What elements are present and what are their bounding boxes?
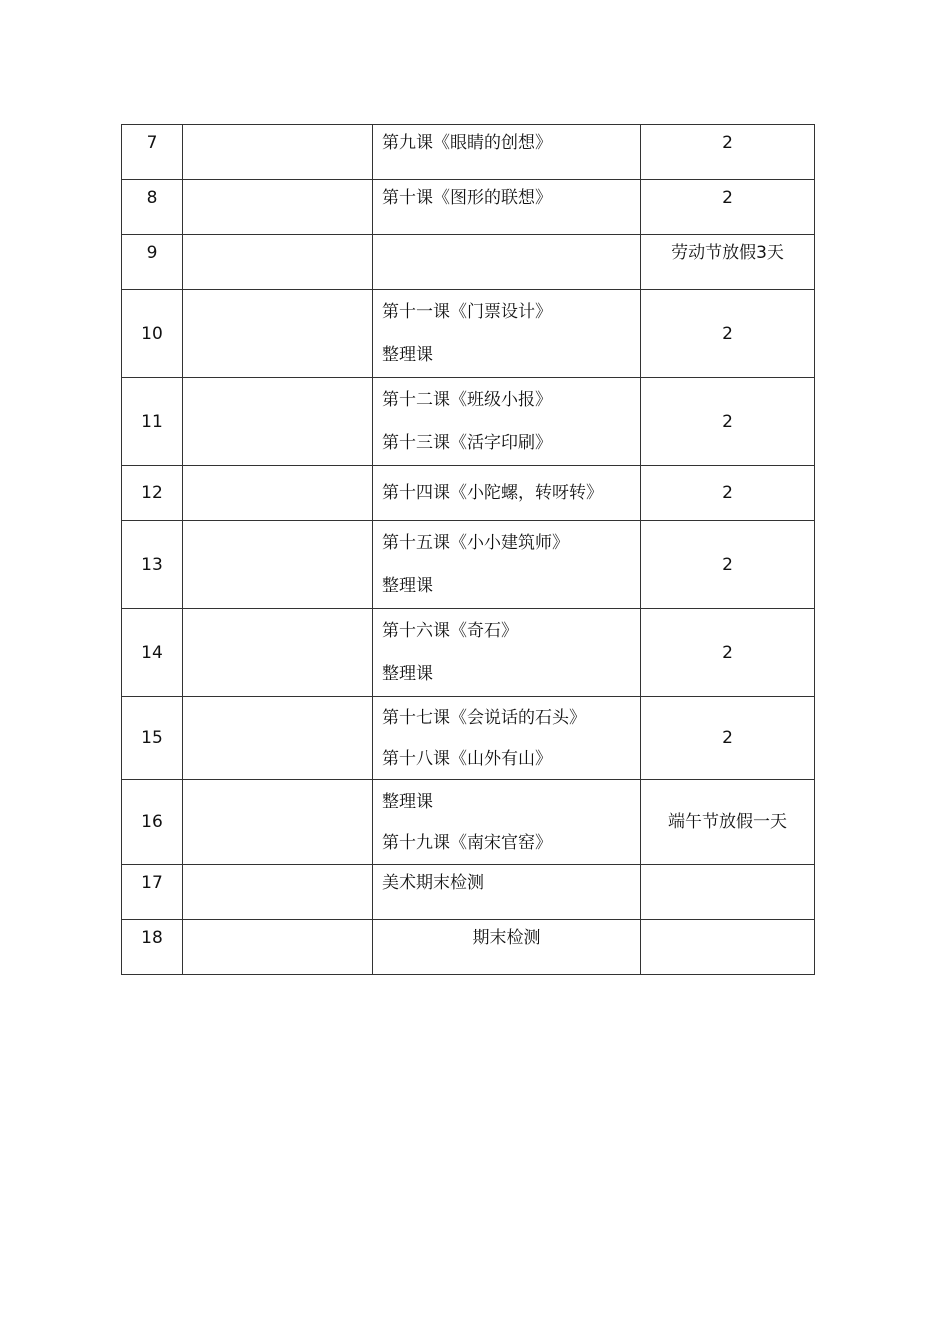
schedule-table	[121, 124, 815, 975]
hours-cell: 2	[641, 697, 815, 780]
week-cell: 9	[122, 235, 183, 290]
table-row	[122, 780, 815, 865]
content-line: 第十二课《班级小报》	[382, 390, 552, 410]
content-cell	[373, 865, 641, 920]
table-row	[122, 521, 815, 609]
blank-cell	[183, 125, 373, 180]
week-cell: 7	[122, 125, 183, 180]
content-cell	[373, 609, 641, 697]
hours-cell: 2	[641, 290, 815, 378]
content-line: 整理课	[382, 576, 433, 596]
week-cell: 18	[122, 920, 183, 975]
week-cell: 8	[122, 180, 183, 235]
hours-cell: 2	[641, 609, 815, 697]
content-cell	[373, 780, 641, 865]
content-line: 第十一课《门票设计》	[382, 302, 552, 322]
table-row	[122, 125, 815, 180]
content-line: 整理课	[382, 345, 433, 365]
hours-cell: 2	[641, 466, 815, 521]
table-row	[122, 609, 815, 697]
blank-cell	[183, 697, 373, 780]
blank-cell	[183, 378, 373, 466]
week-cell: 14	[122, 609, 183, 697]
blank-cell	[183, 920, 373, 975]
content-cell	[373, 697, 641, 780]
blank-cell	[183, 235, 373, 290]
content-line: 第十七课《会说话的石头》	[382, 707, 586, 728]
blank-cell	[183, 180, 373, 235]
content-cell	[373, 180, 641, 235]
content-cell	[373, 521, 641, 609]
week-cell: 13	[122, 521, 183, 609]
week-cell: 17	[122, 865, 183, 920]
week-cell: 16	[122, 780, 183, 865]
week-cell: 15	[122, 697, 183, 780]
content-line: 期末检测	[472, 928, 541, 948]
hours-cell: 2	[641, 180, 815, 235]
week-cell: 11	[122, 378, 183, 466]
hours-cell	[641, 865, 815, 920]
content-line: 整理课	[382, 791, 433, 812]
content-line: 整理课	[382, 664, 433, 684]
hours-cell: 2	[641, 521, 815, 609]
blank-cell	[183, 466, 373, 521]
table-row	[122, 865, 815, 920]
table-row	[122, 235, 815, 290]
hours-cell: 2	[641, 378, 815, 466]
blank-cell	[183, 290, 373, 378]
content-line: 第十八课《山外有山》	[382, 748, 552, 769]
content-line: 美术期末检测	[382, 873, 484, 893]
content-cell	[373, 920, 641, 975]
week-cell: 12	[122, 466, 183, 521]
content-line: 第十九课《南宋官窑》	[382, 832, 552, 853]
blank-cell	[183, 780, 373, 865]
blank-cell	[183, 865, 373, 920]
content-line: 第十四课《小陀螺，转呀转》	[382, 483, 603, 503]
table-row	[122, 466, 815, 521]
table-row	[122, 697, 815, 780]
table-row	[122, 180, 815, 235]
content-line: 第十课《图形的联想》	[382, 188, 552, 208]
blank-cell	[183, 609, 373, 697]
content-line: 第十三课《活字印刷》	[382, 433, 552, 453]
table-row	[122, 378, 815, 466]
content-cell	[373, 378, 641, 466]
hours-cell	[641, 920, 815, 975]
hours-cell: 劳动节放假3天	[641, 235, 815, 290]
table-row	[122, 920, 815, 975]
content-line: 第十六课《奇石》	[382, 621, 518, 641]
week-cell: 10	[122, 290, 183, 378]
content-line: 第十五课《小小建筑师》	[382, 533, 569, 553]
content-cell	[373, 235, 641, 290]
content-cell	[373, 125, 641, 180]
content-cell	[373, 290, 641, 378]
content-cell	[373, 466, 641, 521]
hours-cell: 端午节放假一天	[641, 780, 815, 865]
content-line: 第九课《眼睛的创想》	[382, 133, 552, 153]
table-row	[122, 290, 815, 378]
blank-cell	[183, 521, 373, 609]
hours-cell: 2	[641, 125, 815, 180]
